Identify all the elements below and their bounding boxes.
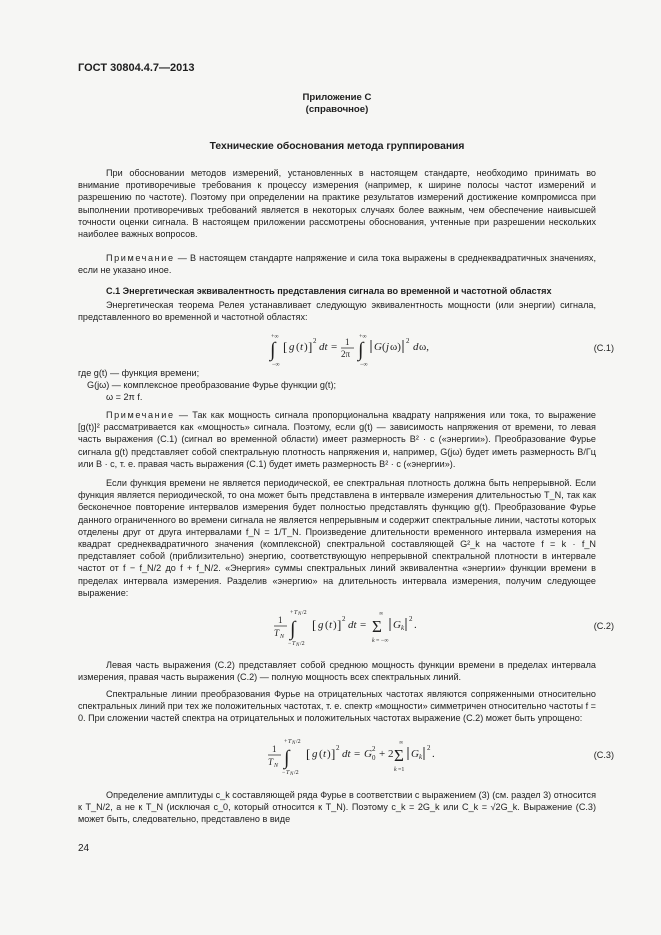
svg-text:k: k — [401, 624, 405, 632]
svg-text:+∞: +∞ — [271, 334, 279, 340]
svg-text:2: 2 — [372, 745, 376, 753]
svg-text:dt: dt — [319, 341, 328, 353]
formula-c2-graphic — [268, 607, 428, 647]
svg-text:N: N — [280, 634, 285, 640]
svg-text:=: = — [360, 619, 367, 631]
formula-c1-graphic — [268, 331, 468, 369]
svg-text:= −∞: = −∞ — [376, 638, 389, 644]
svg-text:G: G — [374, 341, 382, 353]
svg-text:(: ( — [319, 748, 323, 760]
svg-text:2: 2 — [427, 744, 431, 752]
svg-text:): ) — [304, 341, 308, 353]
svg-text:∫: ∫ — [270, 339, 276, 361]
note-1 — [78, 252, 596, 276]
svg-text:dt: dt — [348, 619, 357, 631]
svg-text:+: + — [284, 739, 288, 745]
where-line-3: ω = 2π f. — [106, 392, 143, 402]
svg-text:T: T — [288, 739, 292, 745]
svg-text:g: g — [289, 341, 295, 353]
formula-c1 — [268, 331, 468, 369]
svg-text:N: N — [296, 643, 300, 647]
svg-text:=: = — [354, 748, 361, 760]
svg-text:[: [ — [283, 339, 288, 354]
svg-text:+: + — [290, 610, 294, 616]
note-2 — [78, 409, 596, 470]
svg-text:G: G — [411, 748, 419, 760]
svg-text:2π: 2π — [341, 349, 351, 359]
svg-text:2: 2 — [336, 744, 340, 752]
svg-text:k: k — [372, 638, 375, 644]
svg-text:N: N — [298, 612, 302, 617]
svg-text:T: T — [294, 610, 298, 616]
left-part-paragraph: Левая часть выражения (С.2) представляет собой среднюю мощность функции времени в пределах интервала измерения, правая часть выражения (С.2) — полную мощность всех спектральных линий. — [78, 660, 596, 683]
page-number: 24 — [78, 843, 90, 854]
svg-text:−∞: −∞ — [272, 362, 280, 368]
svg-text:/2: /2 — [296, 739, 301, 745]
svg-text:(: ( — [296, 341, 300, 353]
note-1-text: — В настоящем стандарте напряжение и сила тока выражены в среднеквадратичных значениях, если не указано иное. — [78, 253, 596, 276]
c1-intro: Энергетическая теорема Релея устанавливает следующую эквивалентность мощности (или энергии) сигнала, представленного во временной и частотной областях: — [78, 300, 596, 323]
amplitude-paragraph: Определение амплитуды c_k составляющей ряда Фурье в соответствии с выражением (3) (см. раздел 3) относится к T_N/2, а не к T_N (исключая c_0, который относится к T_N). Поэтому c_k = 2G_k или C_k = √2G_k. Выражение (С.3) может быть, следовательно, представлено в виде — [78, 790, 596, 825]
eq-c1-number: (С.1) — [593, 343, 614, 353]
where-line-1: где g(t) — функция времени; — [78, 368, 200, 378]
svg-text:1: 1 — [272, 744, 277, 754]
where-line-2: G(jω) — комплексное преобразование Фурье функции g(t); — [87, 380, 337, 390]
svg-text:]: ] — [308, 339, 313, 354]
svg-text:ω): ω) — [390, 341, 401, 353]
section-title: Технические обоснования метода группирования — [209, 141, 465, 152]
svg-text:N: N — [274, 763, 279, 769]
svg-text:1: 1 — [345, 337, 350, 347]
formula-c2 — [268, 607, 428, 647]
svg-text:G: G — [393, 619, 401, 631]
eq-c2-number: (С.2) — [593, 621, 614, 631]
svg-text:T: T — [268, 757, 274, 767]
appendix-note: (справочное) — [305, 104, 369, 115]
svg-text:2: 2 — [406, 337, 410, 345]
svg-text:∫: ∫ — [284, 747, 290, 769]
section-c1-title: С.1 Энергетическая эквивалентность представления сигнала во временной и частотной областях — [106, 286, 552, 296]
svg-text:/2: /2 — [300, 641, 305, 647]
svg-text:dt: dt — [342, 748, 351, 760]
svg-text:−: − — [282, 770, 286, 776]
svg-text:Σ: Σ — [394, 746, 404, 765]
svg-text:N: N — [290, 772, 294, 776]
svg-text:g: g — [318, 619, 324, 631]
svg-text:2: 2 — [342, 615, 346, 623]
periodic-paragraph: Если функция времени не является периодической, ее спектральная плотность должна быть непрерывной. Если функция является периодической, то она может быть представлена в интервале измерения длительностью T_N, так как бесконечное повторение интервалов измерения будет полностью представлять функцию g(t). Преобразование Фурье данного ограниченного во времени сигнала не является непрерывным и содержит спектральные линии, частоты которых отделены друг от друга интервалами f_N = 1/T_N. Произведение длительности временного интервала измерения на квадрат среднеквадратичного значения (комплексной) спектральной составляющей G²_k на частоте f = k · f_N представляет собой (приблизительно) энергию, соответствующую непрерывной спектральной плотности в интервале частот от f − f_N/2 до f + f_N/2. «Энергия» суммы спектральных линий эквивалентна «энергии» функции времени в пределах интервала измерения. Разделив «энергию» на длительность интервала измерения, получим следующее выражение: — [78, 478, 596, 598]
svg-text:[: [ — [312, 617, 317, 632]
svg-text:∫: ∫ — [290, 618, 296, 640]
appendix-title: Приложение С — [302, 92, 372, 103]
svg-text:): ) — [333, 619, 337, 631]
formula-c3-graphic — [262, 736, 442, 776]
svg-text:=: = — [331, 341, 338, 353]
svg-text:t: t — [300, 341, 304, 353]
svg-text:j: j — [386, 341, 390, 353]
svg-text:.: . — [432, 748, 435, 760]
svg-text:T: T — [292, 641, 296, 647]
svg-text:0: 0 — [372, 754, 376, 762]
intro-paragraph: При обосновании методов измерений, установленных в настоящем стандарте, необходимо принимать во внимание противоречивые требования к процессу измерения (например, к ширине полосы частот измерений и разрешению по частоте). Поэтому при определении на практике результатов измерений достижение компромисса при выполнении противоречивых требований является в некоторых случаях более важным, чем обеспечение наивысшей точности оценки сигнала. В настоящем приложении рассмотрены обоснования, учтенные при разрешении нескольких наиболее важных вопросов. — [78, 168, 596, 240]
formula-c3 — [262, 736, 442, 776]
svg-text:[: [ — [306, 746, 311, 761]
svg-text:Σ: Σ — [372, 617, 382, 636]
svg-text:): ) — [327, 748, 331, 760]
note-2-text: — Так как мощность сигнала пропорциональна квадрату напряжения или тока, то выражение [g(t)]² рассматривается как «мощность» сигнала. Поэтому, если g(t) — зависимость напряжения от времени, то левая часть выражения (С.1) (сигнал во временной области) имеет размерность В² · с («энергии»). Преобразование Фурье сигнала g(t) представляет собой спектральную плотность напряжения и, например, G(jω) будет иметь размерность В/Гц или В · с, т. е. правая часть выражения (С.1) будет иметь размерность В² · с («энергии»). — [78, 410, 596, 469]
standard-header: ГОСТ 30804.4.7—2013 — [78, 62, 195, 74]
svg-text:(: ( — [382, 341, 386, 353]
svg-text:]: ] — [337, 617, 342, 632]
svg-text:−∞: −∞ — [360, 362, 368, 368]
svg-text:]: ] — [331, 746, 336, 761]
svg-text:2: 2 — [409, 615, 413, 623]
svg-text:∞: ∞ — [399, 740, 404, 746]
svg-text:G: G — [364, 748, 372, 760]
svg-text:−: − — [288, 641, 292, 647]
svg-text:k: k — [419, 753, 423, 761]
svg-text:T: T — [274, 628, 280, 638]
svg-text:.: . — [414, 619, 417, 631]
svg-text:k: k — [394, 767, 397, 773]
svg-text:ω,: ω, — [419, 341, 429, 353]
svg-text:N: N — [292, 741, 296, 746]
svg-text:2: 2 — [313, 337, 317, 345]
svg-text:t: t — [329, 619, 333, 631]
svg-text:d: d — [413, 341, 419, 353]
svg-text:(: ( — [325, 619, 329, 631]
note-label-2: Примечание — [106, 410, 175, 420]
svg-text:/2: /2 — [302, 610, 307, 616]
svg-text:+∞: +∞ — [359, 334, 367, 340]
svg-text:∞: ∞ — [379, 611, 384, 617]
eq-c3-number: (С.3) — [593, 750, 614, 760]
svg-text:/2: /2 — [294, 770, 299, 776]
svg-text:T: T — [286, 770, 290, 776]
svg-text:+ 2: + 2 — [379, 748, 394, 760]
svg-text:1: 1 — [278, 615, 283, 625]
spectral-paragraph: Спектральные линии преобразования Фурье на отрицательных частотах являются сопряженными относительно спектральных линий при тех же положительных частотах, т. е. спектр «мощности» симметричен относительно частоты f = 0. При сложении частей спектра на отрицательных и положительных частотах выражение (С.2) может быть упрощено: — [78, 689, 596, 724]
svg-text:g: g — [312, 748, 318, 760]
svg-text:t: t — [323, 748, 327, 760]
svg-text:∫: ∫ — [358, 339, 364, 361]
note-label: Примечание — [106, 253, 175, 263]
svg-text:=1: =1 — [398, 767, 405, 773]
